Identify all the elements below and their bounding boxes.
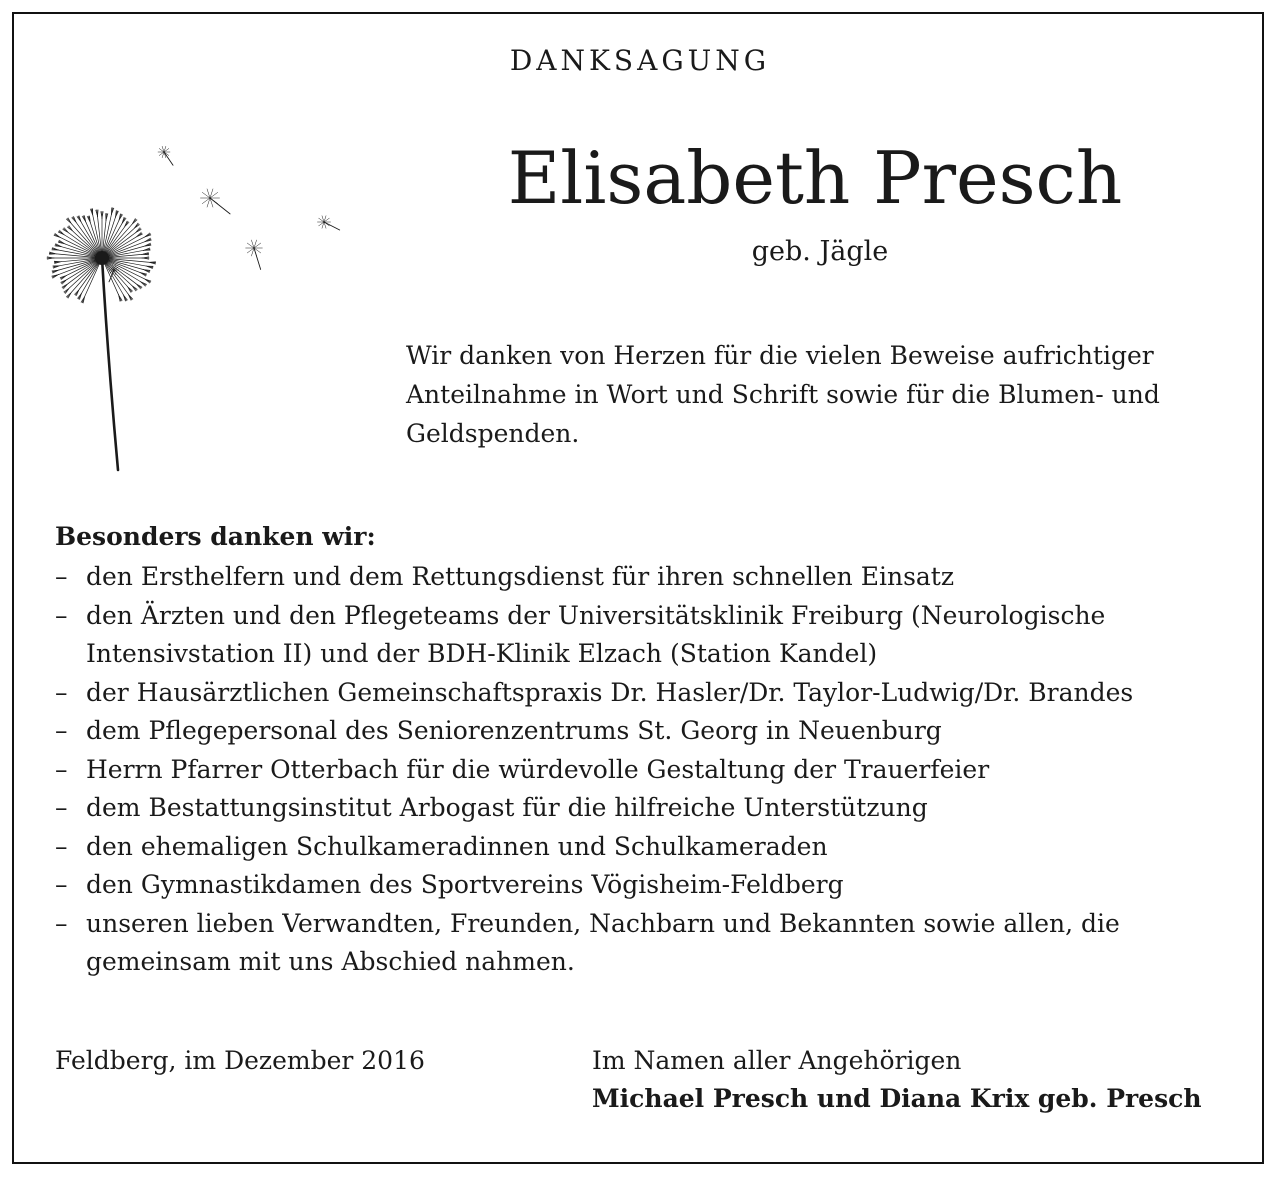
list-item: – dem Pflegepersonal des Seniorenzentrums St. Georg in Neuenburg [55,712,1245,751]
list-item: – der Hausärztlichen Gemeinschaftspraxis Dr. Hasler/Dr. Taylor-Ludwig/Dr. Brandes [55,674,1245,713]
list-item: – den ehemaligen Schulkameradinnen und Schulkameraden [55,828,1245,867]
thanks-heading: Besonders danken wir: [55,522,376,551]
signatories: Michael Presch und Diana Krix geb. Presch [592,1084,1202,1113]
list-item: – Herrn Pfarrer Otterbach für die würdevolle Gestaltung der Trauerfeier [55,751,1245,790]
deceased-name: Elisabeth Presch [507,136,1123,220]
list-item: – den Gymnastikdamen des Sportvereins Vögisheim-Feldberg [55,866,1245,905]
signature-block [592,1042,1202,1118]
notice-heading: DANKSAGUNG [509,44,771,77]
list-item: – den Ersthelfern und dem Rettungsdienst für ihren schnellen Einsatz [55,558,1245,597]
dandelion-icon [40,130,360,480]
list-item: – den Ärzten und den Pflegeteams der Universitätsklinik Freiburg (Neurologische Intensivstation II) und der BDH-Klinik Elzach (Station Kandel) [55,597,1245,674]
place-date: Feldberg, im Dezember 2016 [55,1046,425,1075]
intro-text: Wir danken von Herzen für die vielen Beweise aufrichtiger Anteilnahme in Wort und Schrift sowie für die Blumen- und Geldspenden. [406,341,1160,448]
thanks-list [55,558,1245,982]
list-item: – dem Bestattungsinstitut Arbogast für die hilfreiche Unterstützung [55,789,1245,828]
list-item: – unseren lieben Verwandten, Freunden, Nachbarn und Bekannten sowie allen, die gemeinsam mit uns Abschied nahmen. [55,905,1245,982]
on-behalf-line: Im Namen aller Angehörigen [592,1046,962,1075]
maiden-name: geb. Jägle [751,236,889,267]
